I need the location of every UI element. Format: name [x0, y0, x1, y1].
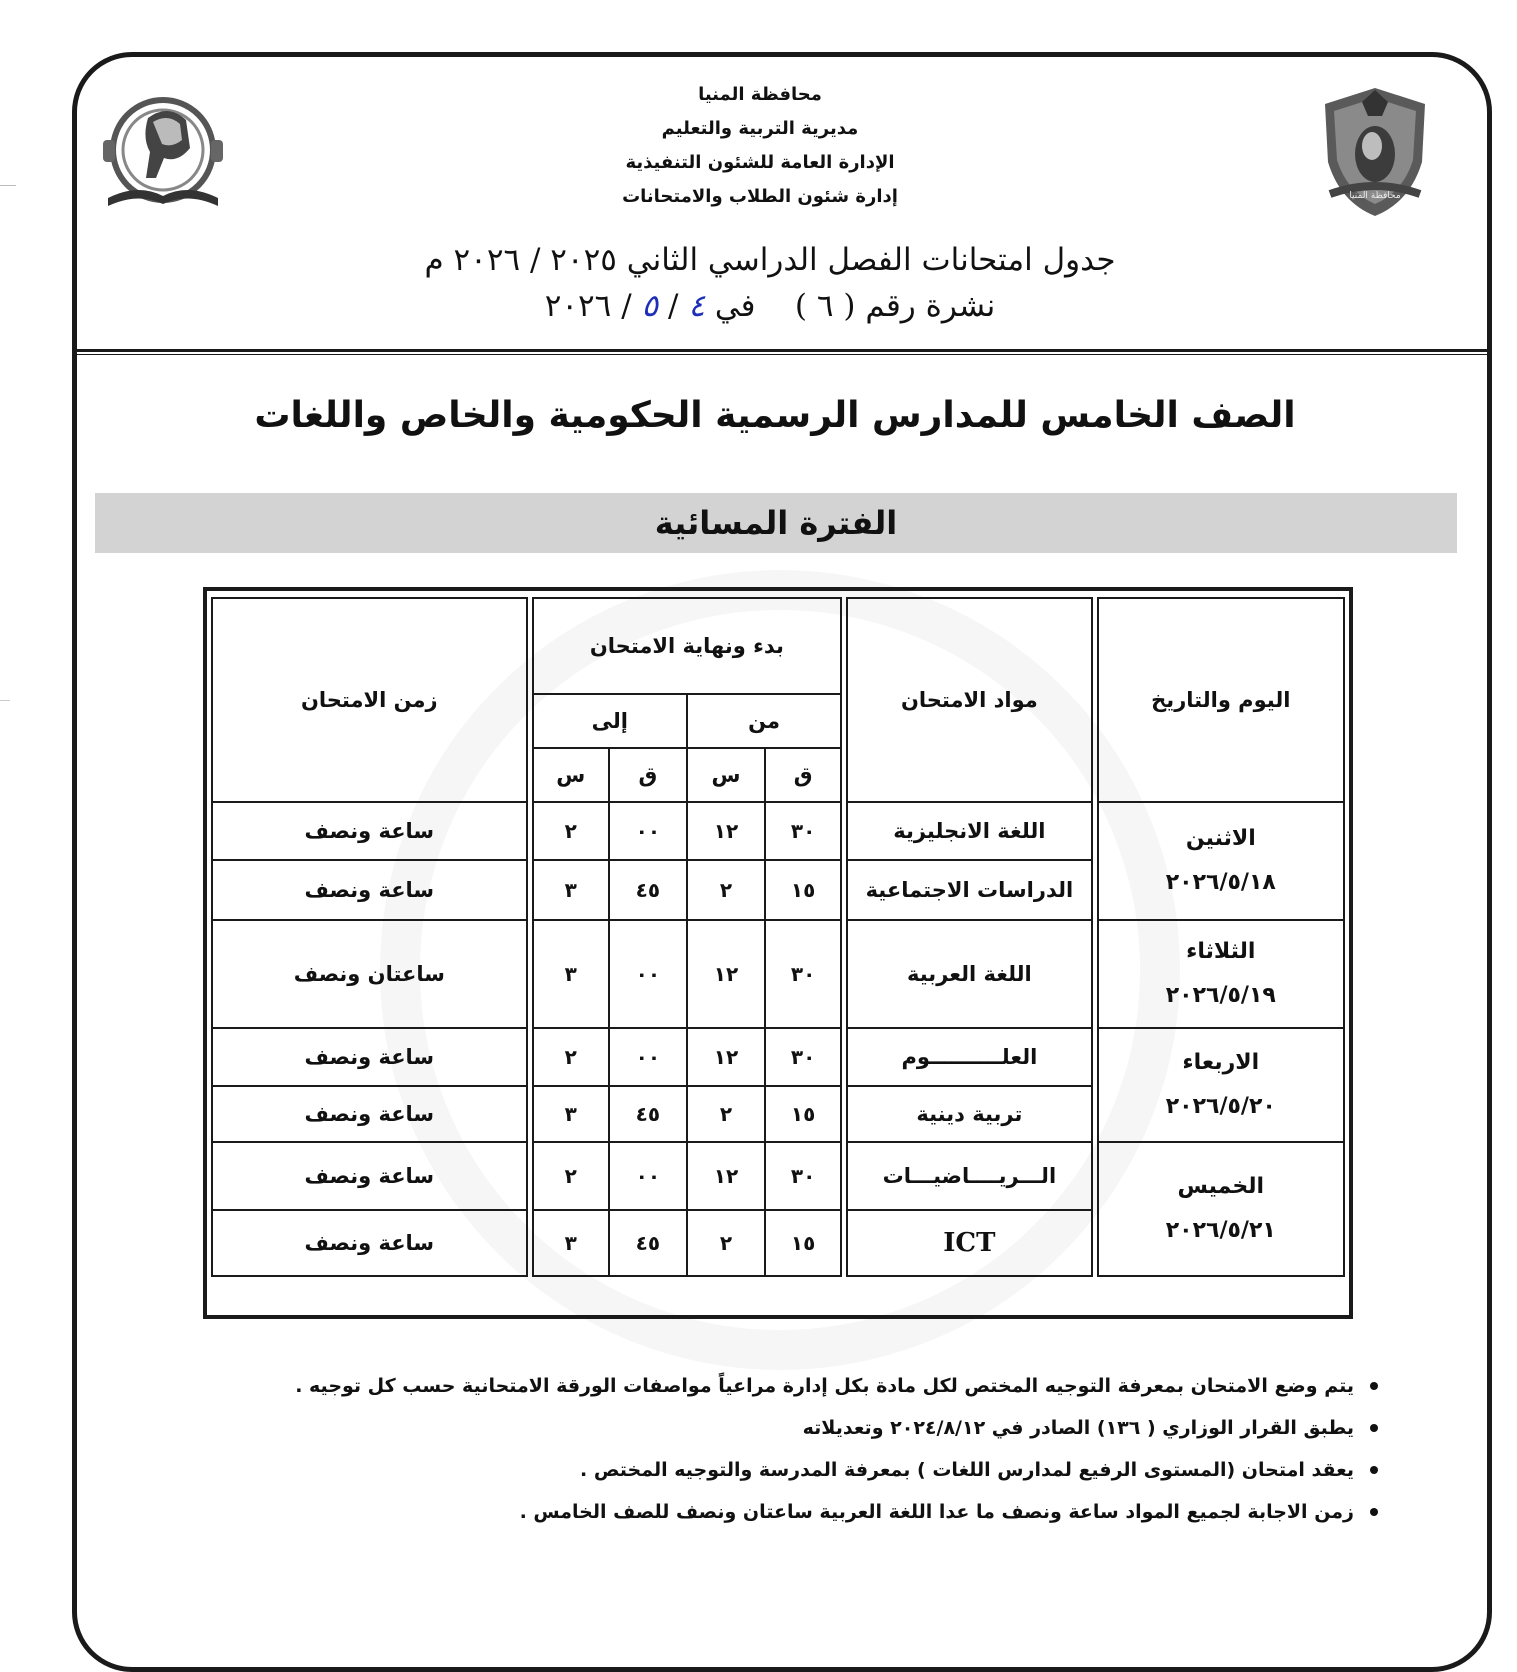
day-name: الاثنين	[1185, 826, 1256, 851]
from-hour: ١٢	[687, 802, 765, 860]
education-logo-icon	[98, 88, 228, 218]
column-gap	[1092, 1142, 1098, 1276]
exam-date: ٢٠٢٦/٥/٢١	[1165, 1218, 1276, 1243]
subject-cell: العلــــــــــوم	[847, 1028, 1091, 1086]
duration-cell: ساعتان ونصف	[212, 920, 527, 1028]
from-hour: ٢	[687, 1086, 765, 1142]
header-start-end: بدء ونهاية الامتحان	[533, 598, 842, 694]
table-row	[212, 1142, 1344, 1210]
day-name: الخميس	[1177, 1174, 1265, 1199]
grade-title: الصف الخامس للمدارس الرسمية الحكومية والخاص واللغات	[254, 395, 1296, 436]
day-name: الثلاثاء	[1186, 939, 1256, 964]
from-minute: ٣٠	[765, 802, 841, 860]
duration-cell: ساعة ونصف	[212, 860, 527, 920]
subject-cell: الدراسات الاجتماعية	[847, 860, 1091, 920]
column-gap	[841, 920, 847, 1028]
note-item: يعقد امتحان (المستوى الرفيع لمدارس اللغات ) بمعرفة المدرسة والتوجيه المختص .	[240, 1449, 1380, 1491]
from-minute: ٣٠	[765, 1142, 841, 1210]
exam-date: ٢٠٢٦/٥/١٨	[1165, 870, 1276, 895]
bulletin-year: ٢٠٢٦	[544, 288, 612, 324]
table-row	[212, 1028, 1344, 1086]
to-minute: ٤٥	[609, 1210, 687, 1276]
column-gap	[1092, 1028, 1098, 1142]
day-name: الاربعاء	[1182, 1050, 1260, 1075]
to-hour: ٣	[533, 920, 609, 1028]
duration-cell: ساعة ونصف	[212, 1086, 527, 1142]
column-gap	[1092, 802, 1098, 920]
to-minute: ٠٠	[609, 920, 687, 1028]
to-hour: ٢	[533, 802, 609, 860]
to-minute: ٠٠	[609, 802, 687, 860]
period-band	[95, 493, 1457, 553]
subject-cell: تربية دينية	[847, 1086, 1091, 1142]
header-hour: س	[687, 748, 765, 802]
department-name: إدارة شئون الطلاب والامتحانات	[622, 186, 898, 207]
exam-date: ٢٠٢٦/٥/١٩	[1165, 983, 1276, 1008]
bulletin-day: ٤	[688, 288, 705, 324]
document-title: جدول امتحانات الفصل الدراسي الثاني ٢٠٢٥ / ٢٠٢٦ م	[424, 242, 1116, 278]
to-hour: ٣	[533, 1210, 609, 1276]
from-hour: ٢	[687, 860, 765, 920]
directorate-name: مديرية التربية والتعليم	[661, 118, 859, 139]
day-date-cell	[1098, 1142, 1344, 1276]
subject-cell: اللغة الانجليزية	[847, 802, 1091, 860]
header-to: إلى	[533, 694, 687, 748]
header-minute: ق	[765, 748, 841, 802]
header-from: من	[687, 694, 841, 748]
to-minute: ٠٠	[609, 1142, 687, 1210]
bulletin-number: ( ٦ )	[794, 288, 856, 324]
header-subjects: مواد الامتحان	[847, 598, 1091, 802]
column-gap	[527, 920, 533, 1028]
organization-header	[560, 78, 960, 214]
column-gap	[841, 598, 847, 802]
exam-date: ٢٠٢٦/٥/٢٠	[1165, 1094, 1276, 1119]
header-minute: ق	[609, 748, 687, 802]
day-date-cell	[1098, 802, 1344, 920]
column-gap	[1092, 598, 1098, 802]
note-item: زمن الاجابة لجميع المواد ساعة ونصف ما عدا اللغة العربية ساعتان ونصف للصف الخامس .	[240, 1491, 1380, 1533]
bulletin-prefix: نشرة رقم	[865, 288, 996, 324]
duration-cell: ساعة ونصف	[212, 1210, 527, 1276]
day-date-cell	[1098, 920, 1344, 1028]
bulletin-month: ٥	[641, 288, 659, 324]
header-divider	[74, 349, 1488, 355]
from-hour: ٢	[687, 1210, 765, 1276]
from-hour: ١٢	[687, 1142, 765, 1210]
to-minute: ٤٥	[609, 1086, 687, 1142]
governorate-name: محافظة المنيا	[698, 84, 822, 105]
seal-caption: محافظة المنيا	[1349, 191, 1401, 201]
duration-cell: ساعة ونصف	[212, 802, 527, 860]
bulletin-line: نشرة رقم ( ٦ ) في ٤ / ٥ / ٢٠٢٦	[544, 288, 996, 324]
administration-name: الإدارة العامة للشئون التنفيذية	[625, 152, 895, 173]
bulletin-in: في	[714, 288, 756, 324]
subject-cell: اللغة العربية	[847, 920, 1091, 1028]
from-hour: ١٢	[687, 920, 765, 1028]
day-date-cell	[1098, 1028, 1344, 1142]
table-row	[212, 920, 1344, 1028]
from-minute: ١٥	[765, 1210, 841, 1276]
note-item: يتم وضع الامتحان بمعرفة التوجيه المختص لكل مادة بكل إدارة مراعياً مواصفات الورقة الامتحانية حسب كل توجيه .	[240, 1365, 1380, 1407]
duration-cell: ساعة ونصف	[212, 1142, 527, 1210]
from-minute: ٣٠	[765, 1028, 841, 1086]
header-duration: زمن الامتحان	[212, 598, 527, 802]
subject-cell: ICT	[847, 1210, 1091, 1276]
exam-schedule-table	[203, 587, 1353, 1319]
to-hour: ٢	[533, 1142, 609, 1210]
header-day-date: اليوم والتاريخ	[1098, 598, 1344, 802]
to-minute: ٤٥	[609, 860, 687, 920]
column-gap	[1092, 920, 1098, 1028]
duration-cell: ساعة ونصف	[212, 1028, 527, 1086]
scan-artifact	[0, 185, 16, 186]
from-hour: ١٢	[687, 1028, 765, 1086]
from-minute: ١٥	[765, 1086, 841, 1142]
table-row	[212, 802, 1344, 860]
from-minute: ٣٠	[765, 920, 841, 1028]
header-hour: س	[533, 748, 609, 802]
to-hour: ٣	[533, 1086, 609, 1142]
scan-artifact	[0, 700, 10, 701]
subject-cell: الـــريــــاضيـــات	[847, 1142, 1091, 1210]
to-minute: ٠٠	[609, 1028, 687, 1086]
to-hour: ٣	[533, 860, 609, 920]
governorate-seal-icon	[1310, 82, 1440, 222]
to-hour: ٢	[533, 1028, 609, 1086]
note-item: يطبق القرار الوزاري ( ١٣٦) الصادر في ٢٠٢٤/٨/١٢ وتعديلاته	[240, 1407, 1380, 1449]
period-label: الفترة المسائية	[654, 504, 898, 542]
from-minute: ١٥	[765, 860, 841, 920]
notes-list	[240, 1365, 1380, 1533]
